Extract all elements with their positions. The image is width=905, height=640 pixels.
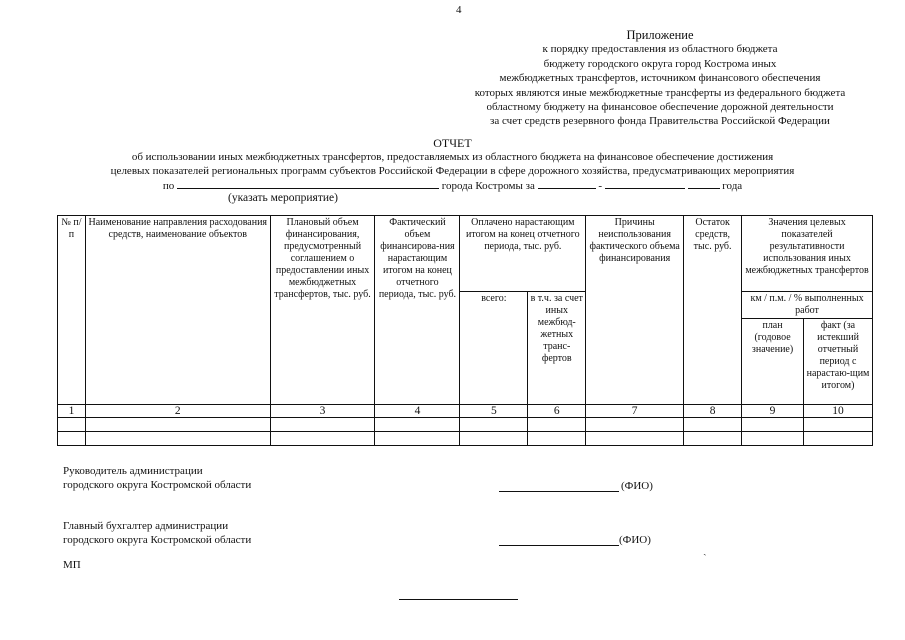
table-cell[interactable] [586,432,684,446]
table-row [58,432,873,446]
head-signature-line: городского округа Костромской области [63,479,252,491]
po-label: по [162,180,175,192]
head-signature-field[interactable] [499,491,619,492]
col-plan-header: план (годовое значение) [742,319,804,405]
col-paid-transfers-header: в т.ч. за счет иных межбюд-жетных транс-фертов [528,292,586,405]
report-subtitle-line: об использовании иных межбюджетных трансфертов, предоставляемых из областного бюджета на финансовое обеспечение достижения [131,151,774,163]
table-cell[interactable] [270,418,375,432]
appendix-title: Приложение [626,28,694,42]
column-number: 4 [375,405,460,418]
scan-mark: ˎ [703,544,707,556]
city-label: города Костромы за [441,180,535,192]
table-cell[interactable] [58,432,86,446]
column-number: 8 [684,405,742,418]
report-table [57,215,873,446]
col-fact-header: факт (за истекший отчетный период с нарастаю-щим итогом) [804,319,873,405]
column-number: 2 [85,405,270,418]
col-balance-header: Остаток средств, тыс. руб. [684,216,742,405]
table-cell[interactable] [460,418,528,432]
column-number: 1 [58,405,86,418]
appendix-line: которых являются иные межбюджетные трансферты из федерального бюджета [474,86,846,99]
page-number: 4 [456,4,462,16]
year-blank[interactable] [688,178,720,189]
head-signature-label [63,464,251,492]
head-signature-line: Руководитель администрации [63,465,203,477]
report-title: ОТЧЕТ [433,136,472,150]
appendix-line: бюджету городского округа город Кострома иных [543,57,777,70]
col-reasons-header: Причины неиспользования фактического объема финансирования [586,216,684,405]
column-number: 5 [460,405,528,418]
table-cell[interactable] [460,432,528,446]
table-cell[interactable] [742,418,804,432]
table-cell[interactable] [85,418,270,432]
accountant-signature-line: Главный бухгалтер администрации [63,520,229,532]
accountant-signature-line: городского округа Костромской области [63,534,252,546]
column-number: 6 [528,405,586,418]
col-paid-header: Оплачено нарастающим итогом на конец отчетного периода, тыс. руб. [460,216,586,292]
stamp-label: МП [63,559,81,571]
column-number: 7 [586,405,684,418]
table-row [58,418,873,432]
col-planned-header: Плановый объем финансирования, предусмотренный соглашением о предоставлении иных межбюджетных трансфертов, тыс. руб. [270,216,375,405]
accountant-signature-label [63,519,251,547]
appendix-line: межбюджетных трансфертов, источником финансового обеспечения [499,72,821,85]
table-cell[interactable] [58,418,86,432]
appendix-line: областному бюджету на финансовое обеспечение дорожной деятельности [486,101,834,114]
table-cell[interactable] [375,418,460,432]
appendix-header [430,28,890,129]
col-indicators-unit: км / п.м. / % выполненных работ [742,292,873,319]
appendix-line: за счет средств резервного фонда Правительства Российской Федерации [490,115,830,128]
report-period-line [0,178,905,192]
accountant-signature-field[interactable] [499,545,619,546]
table-cell[interactable] [804,418,873,432]
report-subtitle-line: целевых показателей региональных программ субъектов Российской Федерации в сфере дорожного хозяйства, предусматривающих мероприятия [110,164,795,177]
dash: - [598,180,603,192]
col-direction-header: Наименование направления расходования средств, наименование объектов [85,216,270,405]
column-number: 10 [804,405,873,418]
period-start-blank[interactable] [538,178,596,189]
table-cell[interactable] [804,432,873,446]
col-indicators-header: Значения целевых показателей результативности использования иных межбюджетных трансфертов [742,216,873,292]
table-cell[interactable] [684,432,742,446]
column-number: 3 [270,405,375,418]
measure-blank[interactable] [177,178,439,189]
table-cell[interactable] [684,418,742,432]
table-cell[interactable] [586,418,684,432]
bottom-divider [399,599,518,600]
column-numbers-row [58,405,873,418]
period-end-blank[interactable] [605,178,685,189]
table-cell[interactable] [85,432,270,446]
table-cell[interactable] [270,432,375,446]
appendix-line: к порядку предоставления из областного бюджета [542,43,778,56]
table-cell[interactable] [375,432,460,446]
column-number: 9 [742,405,804,418]
table-cell[interactable] [742,432,804,446]
year-label: года [722,180,743,192]
col-number-header: № п/п [58,216,86,405]
col-paid-total-header: всего: [460,292,528,405]
accountant-fio-label: (ФИО) [619,534,651,546]
table-cell[interactable] [528,418,586,432]
col-actual-header: Фактический объем финансирова-ния нарастающим итогом на конец отчетного периода, тыс. руб. [375,216,460,405]
table-cell[interactable] [528,432,586,446]
report-subtitle [0,151,905,178]
measure-hint: (указать мероприятие) [228,192,338,204]
head-fio-label: (ФИО) [621,480,653,492]
